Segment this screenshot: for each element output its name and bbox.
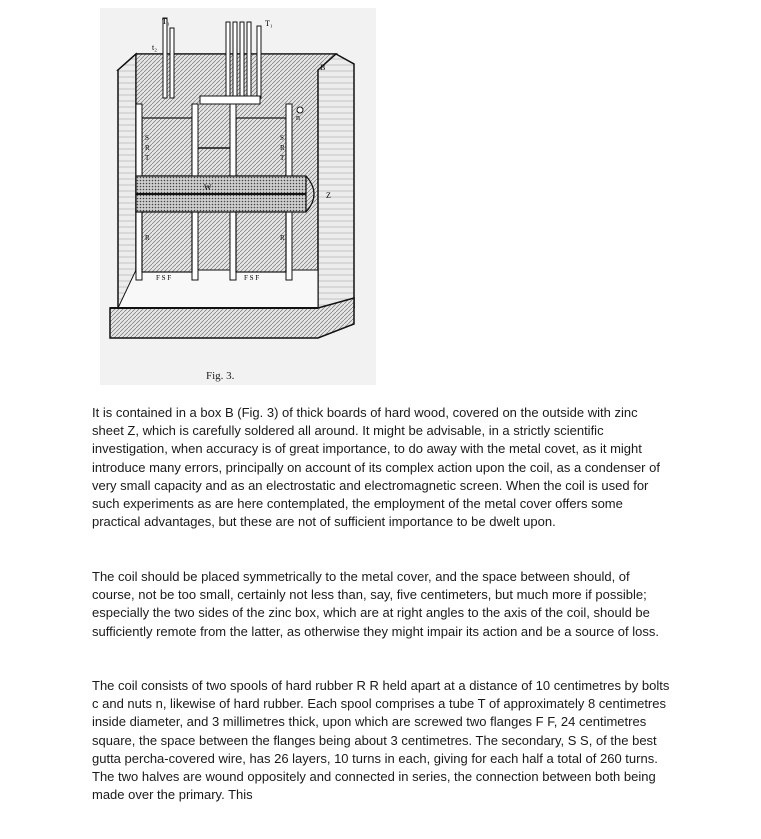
label-b: B — [320, 63, 326, 72]
crossbar — [200, 96, 260, 104]
label-n: n — [296, 113, 300, 122]
label-t1-right: T₁ — [265, 19, 273, 28]
terminal-rod — [247, 22, 251, 98]
paragraph: It is contained in a box B (Fig. 3) of thick boards of hard wood, covered on the outside with zinc sheet Z, which is carefully soldered all around. It might be advisable, in a strictly scientific investigation, when accuracy is of great importance, to do away with the metal covet, as it might introduce many errors, principally on account of its complex action upon the coil, as a condenser of very small capacity and as an electrostatic and electromagnetic screen. When the coil is used for such experiments as are here contemplated, the employment of the metal cover offers some practical advantages, but these are not of sufficient importance to be dwelt upon. — [92, 405, 660, 530]
right-spool-lower — [236, 212, 286, 272]
tesla-coil-box-drawing — [100, 8, 376, 385]
terminal-rod — [240, 22, 244, 98]
paragraph: The coil consists of two spools of hard rubber R R held apart at a distance of 10 centimetres by bolts c and nuts n, likewise of hard rubber. Each spool comprises a tube T of approximately 8 centimetres inside diameter, and 3 millimetres thick, upon which are screwed two flanges F F, 24 centimetres square, the space between the flanges being about 3 centimetres. The secondary, S S, of the best gutta percha-covered wire, has 26 layers, 10 turns in each, giving for each half a total of 260 turns. The two halves are wound oppositely and connected in series, the connection between both being made over the primary. This — [92, 678, 670, 803]
label-r-right: R — [280, 144, 285, 152]
figure-caption: Fig. 3. — [206, 370, 235, 382]
label-t-right: T — [280, 154, 285, 162]
paragraph: The coil should be placed symmetrically to the metal cover, and the space between should, of course, not be too small, certainly not less than, say, five centimeters, but much more if possible; especially the two sides of the zinc box, which are at right angles to the axis of the coil, should be sufficiently remote from the latter, as otherwise they might impair its action and be a source of loss. — [92, 569, 659, 639]
terminal-rod — [257, 26, 261, 98]
label-fsf-left: F S F — [156, 274, 172, 282]
label-t-left: T — [145, 154, 150, 162]
terminal-rod — [163, 18, 167, 98]
terminal-rod — [170, 28, 174, 98]
box-right-wall — [318, 54, 354, 324]
label-s-right: S — [280, 134, 284, 142]
label-t2: t₂ — [152, 43, 158, 52]
terminal-rod — [226, 22, 230, 98]
terminal-rod — [233, 22, 237, 98]
label-t1-left: T₁ — [162, 17, 170, 26]
figure-illustration — [100, 8, 376, 385]
label-w: W — [204, 183, 212, 192]
label-fsf-right: F S F — [244, 274, 260, 282]
label-r-left: R — [145, 144, 150, 152]
left-spool-lower — [142, 212, 192, 272]
label-r-lower-right: R — [280, 234, 285, 242]
label-s-left: S — [145, 134, 149, 142]
label-r-lower-left: R — [145, 234, 150, 242]
right-spool-upper — [236, 118, 286, 176]
label-z: Z — [326, 191, 331, 200]
